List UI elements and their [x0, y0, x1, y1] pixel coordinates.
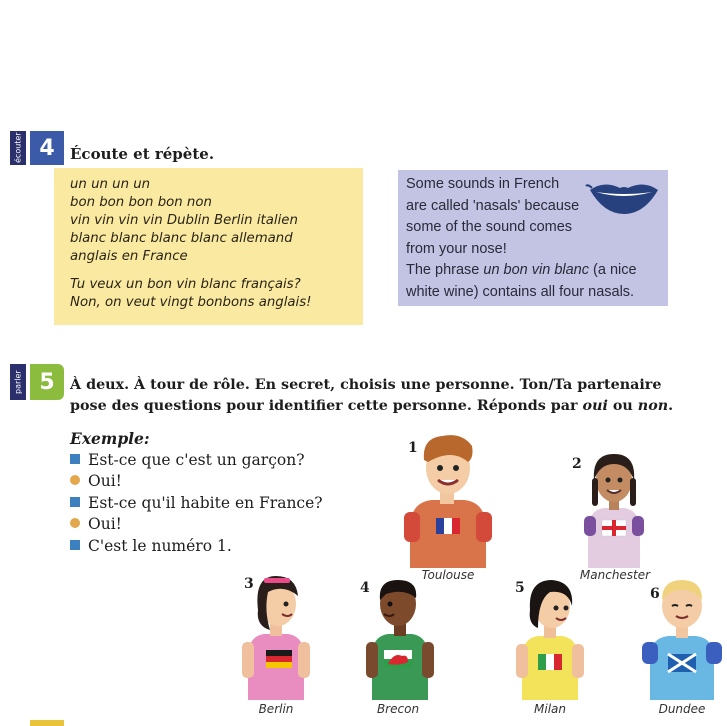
info-line-phrase: [406, 260, 668, 282]
person-5-number: 5: [515, 580, 525, 596]
phrase-before: The phrase: [406, 262, 484, 278]
speaker-b-bullet: [70, 518, 80, 528]
pronunciation-line: bon bon bon bon non: [70, 195, 212, 210]
england-flag: [602, 520, 626, 536]
instruction-end: .: [668, 398, 674, 414]
person-6-city: Dundee: [658, 702, 706, 716]
person-2-number: 2: [572, 456, 582, 472]
exercise-4-number-badge: [30, 131, 64, 165]
info-line: white wine) contains all four nasals.: [406, 283, 635, 300]
exercise-4-skill-tag: [10, 131, 26, 165]
person-1-illustration: [402, 432, 494, 568]
info-line: from your nose!: [406, 240, 507, 257]
pronunciation-line: un un un un: [70, 177, 151, 192]
person-2-city: Manchester: [579, 568, 651, 582]
speaker-a-bullet: [70, 454, 80, 464]
person-5-illustration: [514, 576, 586, 700]
dialogue-line: Tu veux un bon vin blanc français?: [70, 277, 301, 292]
instruction-line-2-text: pose des questions pour identifier cette personne. Réponds par: [70, 398, 583, 414]
exercise-5-skill-label: parler: [13, 370, 23, 394]
person-3-city: Berlin: [258, 702, 294, 716]
example-line: [70, 536, 390, 558]
person-3-number: 3: [244, 576, 254, 592]
example-line: [70, 450, 390, 472]
example-line: [70, 471, 390, 493]
italy-flag: [538, 654, 562, 670]
dialogue-line: Non, on veut vingt bonbons anglais!: [70, 295, 312, 310]
person-4-illustration: [364, 572, 436, 700]
pronunciation-dialogue: [70, 276, 312, 312]
exercise-5-skill-tag: [10, 364, 26, 400]
info-line: Some sounds in French: [406, 176, 560, 192]
wales-flag: [384, 650, 412, 668]
lips-icon: [584, 178, 664, 218]
speaker-a-bullet: [70, 497, 80, 507]
example-label: Exemple:: [70, 429, 150, 448]
france-flag: [436, 518, 460, 534]
non-word: non: [637, 398, 669, 414]
germany-flag: [266, 650, 292, 668]
next-exercise-badge-edge: [30, 720, 64, 726]
speaker-a-bullet: [70, 540, 80, 550]
example-text: C'est le numéro 1.: [88, 536, 232, 555]
speaker-b-bullet: [70, 475, 80, 485]
exercise-4-number: 4: [39, 135, 55, 161]
phrase-italic: un bon vin blanc: [483, 262, 589, 278]
pronunciation-box: [54, 168, 363, 325]
info-line: some of the sound comes: [406, 219, 573, 235]
scotland-flag: [668, 654, 696, 672]
person-4-number: 4: [360, 580, 370, 596]
example-text: Est-ce que c'est un garçon?: [88, 450, 305, 469]
example-text: Est-ce qu'il habite en France?: [88, 493, 323, 512]
example-line: [70, 514, 390, 536]
pronunciation-lines: [70, 176, 298, 266]
exercise-4-title: Écoute et répète.: [70, 145, 215, 163]
person-3-illustration: [240, 570, 312, 700]
pronunciation-line: vin vin vin vin Dublin Berlin italien: [70, 213, 298, 228]
person-5-city: Milan: [534, 702, 566, 716]
person-1-city: Toulouse: [421, 568, 475, 582]
oui-word: oui: [582, 398, 608, 414]
nasals-info-box: [398, 170, 668, 306]
example-block: [70, 428, 390, 557]
person-6-number: 6: [650, 586, 660, 602]
instruction-line-1: À deux. À tour de rôle. En secret, choisis une personne. Ton/Ta partenaire: [70, 377, 662, 393]
ou-word: ou: [607, 398, 638, 414]
person-1-number: 1: [408, 440, 418, 456]
example-text: Oui!: [88, 472, 122, 490]
person-4-city: Brecon: [376, 702, 420, 716]
phrase-after: (a nice: [589, 262, 637, 278]
pronunciation-line: blanc blanc blanc blanc allemand: [70, 231, 293, 246]
example-line: [70, 493, 390, 515]
person-2-illustration: [582, 450, 646, 568]
exercise-5-instruction: [70, 375, 720, 417]
exercise-4-skill-label: écouter: [13, 132, 23, 164]
instruction-line-2: [70, 396, 720, 417]
exercise-5-number-badge: [30, 364, 64, 400]
info-line: are called 'nasals' because: [406, 197, 580, 214]
person-6-illustration: [640, 576, 724, 700]
pronunciation-line: anglais en France: [70, 249, 188, 264]
example-text: Oui!: [88, 515, 122, 533]
exercise-5-number: 5: [39, 369, 55, 395]
